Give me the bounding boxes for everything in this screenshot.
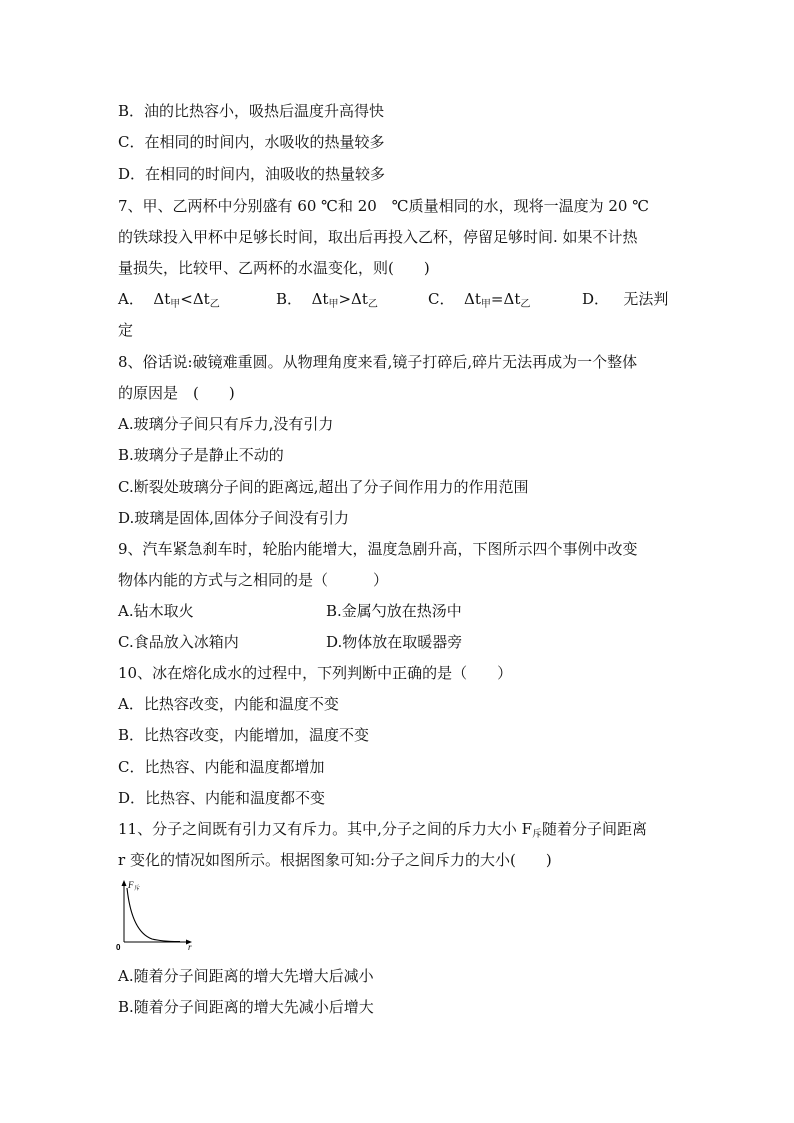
q7-stem-line-3: 量损失，比较甲、乙两杯的水温变化，则( ) (118, 259, 430, 277)
repulsion-curve (127, 888, 180, 942)
q6-option-c: C．在相同的时间内，水吸收的热量较多 (118, 133, 385, 151)
q8-option-a: A.玻璃分子间只有斥力,没有引力 (118, 415, 334, 433)
q11-stem-line-2: r 变化的情况如图所示。根据图象可知:分子之间斥力的大小( ) (118, 851, 552, 869)
q11-stem-line-1: 11、分子之间既有引力又有斥力。其中,分子之间的斥力大小 $F_斥$随着分子间距离 (118, 820, 648, 840)
y-axis-label-sub: 斥 (134, 885, 141, 892)
q9-stem-line-2: 物体内能的方式与之相同的是（ ） (118, 571, 389, 589)
q7-option-c: C． $\Delta t_甲=\Delta t_乙$ (428, 290, 531, 310)
q9-option-c: C.食品放入冰箱内 (118, 633, 239, 651)
q7-stem-line-1: 7、甲、乙两杯中分别盛有 60 ℃和 20 ℃质量相同的水，现将一温度为 20 ℃ (118, 197, 649, 215)
q7-option-a: A． $\Delta t_甲<\Delta t_乙$ (118, 290, 220, 310)
origin-label: 0 (116, 943, 121, 950)
q8-option-d: D.玻璃是固体,固体分子间没有引力 (118, 509, 350, 527)
q7-option-d: D． 无法判 (582, 290, 669, 308)
q7-option-d-continued: 定 (118, 321, 134, 339)
q10-option-b: B．比热容改变，内能增加，温度不变 (118, 726, 370, 744)
repulsion-force-graph (114, 876, 196, 950)
q11-option-a: A.随着分子间距离的增大先增大后减小 (118, 967, 374, 985)
q10-stem: 10、冰在熔化成水的过程中，下列判断中正确的是（ ） (118, 664, 513, 682)
graph-svg (114, 876, 196, 950)
y-axis-label: F (128, 880, 134, 890)
q9-option-a: A.钻木取火 (118, 602, 194, 620)
q9-option-b: B.金属勺放在热汤中 (326, 602, 462, 620)
q6-option-b: B．油的比热容小，吸热后温度升高得快 (118, 102, 385, 120)
q7-option-b: B． $\Delta t_甲>\Delta t_乙$ (276, 290, 378, 310)
q11-option-b: B.随着分子间距离的增大先减小后增大 (118, 998, 374, 1016)
q10-option-a: A．比热容改变，内能和温度不变 (118, 695, 339, 713)
q8-option-c: C.断裂处玻璃分子间的距离远,超出了分子间作用力的作用范围 (118, 478, 529, 496)
y-axis-arrow (122, 880, 127, 886)
q6-option-d: D．在相同的时间内，油吸收的热量较多 (118, 165, 386, 183)
q9-option-d: D.物体放在取暖器旁 (326, 633, 463, 651)
q10-option-c: C．比热容、内能和温度都增加 (118, 758, 325, 776)
q8-option-b: B.玻璃分子是静止不动的 (118, 446, 284, 464)
q7-stem-line-2: 的铁球投入甲杯中足够长时间，取出后再投入乙杯，停留足够时间. 如果不计热 (118, 228, 638, 246)
x-axis-label: r (188, 942, 192, 950)
q8-stem-line-1: 8、俗话说:破镜难重圆。从物理角度来看,镜子打碎后,碎片无法再成为一个整体 (118, 353, 638, 371)
q10-option-d: D．比热容、内能和温度都不变 (118, 789, 326, 807)
q9-stem-line-1: 9、汽车紧急刹车时，轮胎内能增大，温度急剧升高，下图所示四个事例中改变 (118, 540, 638, 558)
q8-stem-line-2: 的原因是 ( ) (118, 384, 235, 402)
